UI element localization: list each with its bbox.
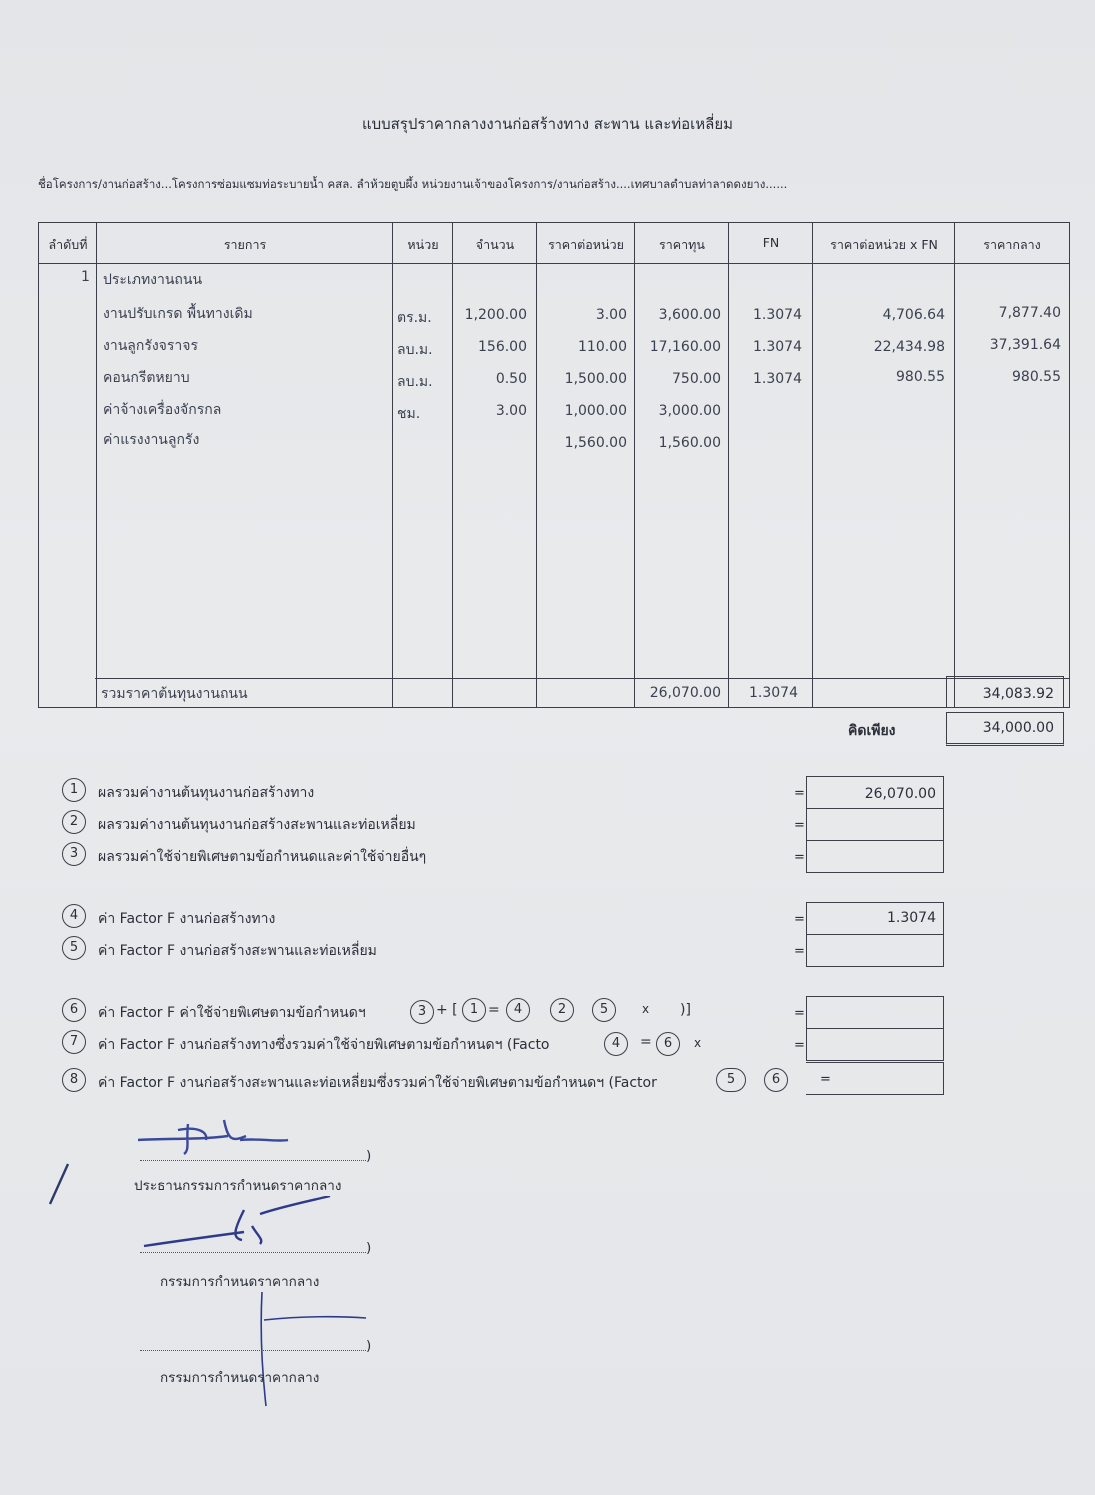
formula-times: x [642, 1002, 650, 1016]
col-fn [729, 223, 813, 707]
formula-ref-4: 4 [506, 998, 530, 1022]
row-item: คอนกรีตหยาบ [103, 370, 190, 386]
row-fn: 1.3074 [753, 339, 802, 355]
circled-number: 1 [62, 778, 86, 802]
value-box [806, 1028, 944, 1061]
signature-title: กรรมการกำหนดราคากลาง [160, 1274, 320, 1290]
signature-chairman [128, 1110, 308, 1160]
row-qty: 156.00 [478, 339, 527, 355]
value-box [806, 840, 944, 873]
row-unit: ตร.ม. [397, 310, 432, 326]
formula-equals: = [820, 1072, 831, 1087]
header-unit: หน่วย [407, 237, 439, 252]
formula-ref-5: 5 [716, 1068, 746, 1092]
formula-mid: = [488, 1002, 500, 1018]
header-fn: FN [762, 235, 780, 250]
category-label: ประเภทงานถนน [103, 272, 203, 288]
total-fn: 1.3074 [749, 685, 798, 701]
formula-ref-2: 2 [550, 998, 574, 1022]
row-qty: 3.00 [495, 403, 527, 419]
header-cost: ราคาทุน [659, 237, 705, 252]
row-fn: 1.3074 [753, 307, 802, 323]
circled-number: 4 [62, 904, 86, 928]
row-median: 7,877.40 [998, 305, 1061, 321]
value-box [806, 1062, 944, 1095]
summary-text: ผลรวมค่างานต้นทุนงานก่อสร้างสะพานและท่อเหลี่ยม [98, 817, 416, 833]
formula-ref-6: 6 [764, 1068, 788, 1092]
row-item: ค่าจ้างเครื่องจักรกล [103, 402, 222, 418]
summary-text: ค่า Factor F งานก่อสร้างสะพานและท่อเหลี่ยมซึ่งรวมค่าใช้จ่ายพิเศษตามข้อกำหนดฯ (Factor [98, 1075, 657, 1091]
row-item: งานปรับเกรด พื้นทางเดิม [103, 306, 253, 322]
row-unit-price: 110.00 [578, 339, 627, 355]
header-order: ลำดับที่ [48, 237, 88, 252]
signature-title: กรรมการกำหนดราคากลาง [160, 1370, 320, 1386]
summary-text: ค่า Factor F งานก่อสร้างทาง [98, 911, 276, 927]
total-label: รวมราคาต้นทุนงานถนน [101, 686, 248, 702]
header-item: รายการ [223, 237, 267, 252]
final-value: 34,000.00 [982, 720, 1054, 736]
signature-member-1 [134, 1196, 334, 1256]
total-divider [95, 678, 1069, 679]
circled-number: 6 [62, 998, 86, 1022]
summary-text: ค่า Factor F ค่าใช้จ่ายพิเศษตามข้อกำหนดฯ [98, 1005, 366, 1021]
formula-ref-3: 3 [410, 1000, 434, 1024]
equals-sign: = [794, 912, 805, 927]
equals-sign: = [794, 818, 805, 833]
equals-sign: = [794, 944, 805, 959]
row-price-fn: 22,434.98 [873, 339, 945, 355]
order-number: 1 [81, 269, 90, 285]
col-order [39, 223, 97, 707]
sig-paren: ) [366, 1338, 372, 1354]
signature-title: ประธานกรรมการกำหนดราคากลาง [134, 1178, 342, 1194]
row-unit: ลบ.ม. [397, 374, 433, 390]
row-cost: 1,560.00 [658, 435, 721, 451]
equals-sign: = [794, 786, 805, 801]
sig-paren: ) [366, 1148, 372, 1164]
row-unit: ชม. [397, 406, 421, 422]
sig-paren: ) [366, 1240, 372, 1256]
col-cost [635, 223, 729, 707]
summary-text: ผลรวมค่าใช้จ่ายพิเศษตามข้อกำหนดและค่าใช้จ่ายอื่นๆ [98, 849, 427, 865]
pen-mark [44, 1160, 74, 1210]
row-item: ค่าแรงงานลูกรัง [103, 432, 200, 448]
col-price-fn [813, 223, 955, 707]
col-item [97, 223, 393, 707]
formula-ref-4: 4 [604, 1032, 628, 1056]
header-median: ราคากลาง [983, 237, 1041, 252]
project-line: ชื่อโครงการ/งานก่อสร้าง...โครงการซ่อมแซมท่อระบายน้ำ คสล. ลำห้วยตูบผึ้ง หน่วยงานเจ้าของโครงการ/งานก่อสร้าง....เทศบาลตำบลท่าลาดดงยาง...... [38, 177, 788, 191]
value-box [806, 996, 944, 1029]
row-qty: 1,200.00 [464, 307, 527, 323]
formula-times: x [694, 1036, 702, 1050]
row-cost: 17,160.00 [649, 339, 721, 355]
header-unit-price: ราคาต่อหน่วย [548, 237, 624, 252]
signature-line [140, 1252, 366, 1253]
row-unit-price: 1,500.00 [564, 371, 627, 387]
formula-ref-5: 5 [592, 998, 616, 1022]
formula-equals: = [640, 1034, 652, 1050]
row-unit: ลบ.ม. [397, 342, 433, 358]
value-box [806, 808, 944, 841]
row-cost: 3,600.00 [658, 307, 721, 323]
equals-sign: = [794, 1006, 805, 1021]
total-cost: 26,070.00 [649, 685, 721, 701]
circled-number: 5 [62, 936, 86, 960]
summary-text: ค่า Factor F งานก่อสร้างสะพานและท่อเหลี่ยม [98, 943, 377, 959]
formula-plus: + [ [436, 1002, 458, 1018]
row-fn: 1.3074 [753, 371, 802, 387]
col-qty [453, 223, 537, 707]
row-cost: 3,000.00 [658, 403, 721, 419]
formula-ref-1: 1 [462, 998, 486, 1022]
col-unit-price [537, 223, 635, 707]
document-title: แบบสรุปราคากลางงานก่อสร้างทาง สะพาน และท่อเหลี่ยม [361, 115, 734, 133]
header-price-fn: ราคาต่อหน่วย x FN [830, 237, 938, 252]
circled-number: 8 [62, 1068, 86, 1092]
row-cost: 750.00 [672, 371, 721, 387]
row-price-fn: 4,706.64 [882, 307, 945, 323]
summary-value: 1.3074 [887, 910, 936, 926]
circled-number: 7 [62, 1030, 86, 1054]
value-box [806, 934, 944, 967]
summary-text: ผลรวมค่างานต้นทุนงานก่อสร้างทาง [98, 785, 315, 801]
row-unit-price: 1,000.00 [564, 403, 627, 419]
header-divider [39, 263, 1069, 264]
equals-sign: = [794, 850, 805, 865]
signature-line [140, 1160, 366, 1161]
row-unit-price: 3.00 [595, 307, 627, 323]
header-qty: จำนวน [475, 237, 515, 252]
row-unit-price: 1,560.00 [564, 435, 627, 451]
row-price-fn: 980.55 [896, 369, 945, 385]
summary-value: 26,070.00 [864, 786, 936, 802]
cost-table [38, 222, 1070, 708]
row-item: งานลูกรังจราจร [103, 338, 198, 354]
summary-text: ค่า Factor F งานก่อสร้างทางซึ่งรวมค่าใช้จ่ายพิเศษตามข้อกำหนดฯ (Facto [98, 1037, 550, 1053]
total-median: 34,083.92 [982, 686, 1054, 702]
circled-number: 2 [62, 810, 86, 834]
formula-end: )] [680, 1002, 691, 1018]
row-median: 980.55 [1012, 369, 1061, 385]
row-median: 37,391.64 [989, 337, 1061, 353]
circled-number: 3 [62, 842, 86, 866]
col-unit [393, 223, 453, 707]
row-qty: 0.50 [495, 371, 527, 387]
equals-sign: = [794, 1038, 805, 1053]
final-label: คิดเพียง [848, 723, 896, 739]
formula-ref-6: 6 [656, 1032, 680, 1056]
signature-line [140, 1350, 366, 1351]
